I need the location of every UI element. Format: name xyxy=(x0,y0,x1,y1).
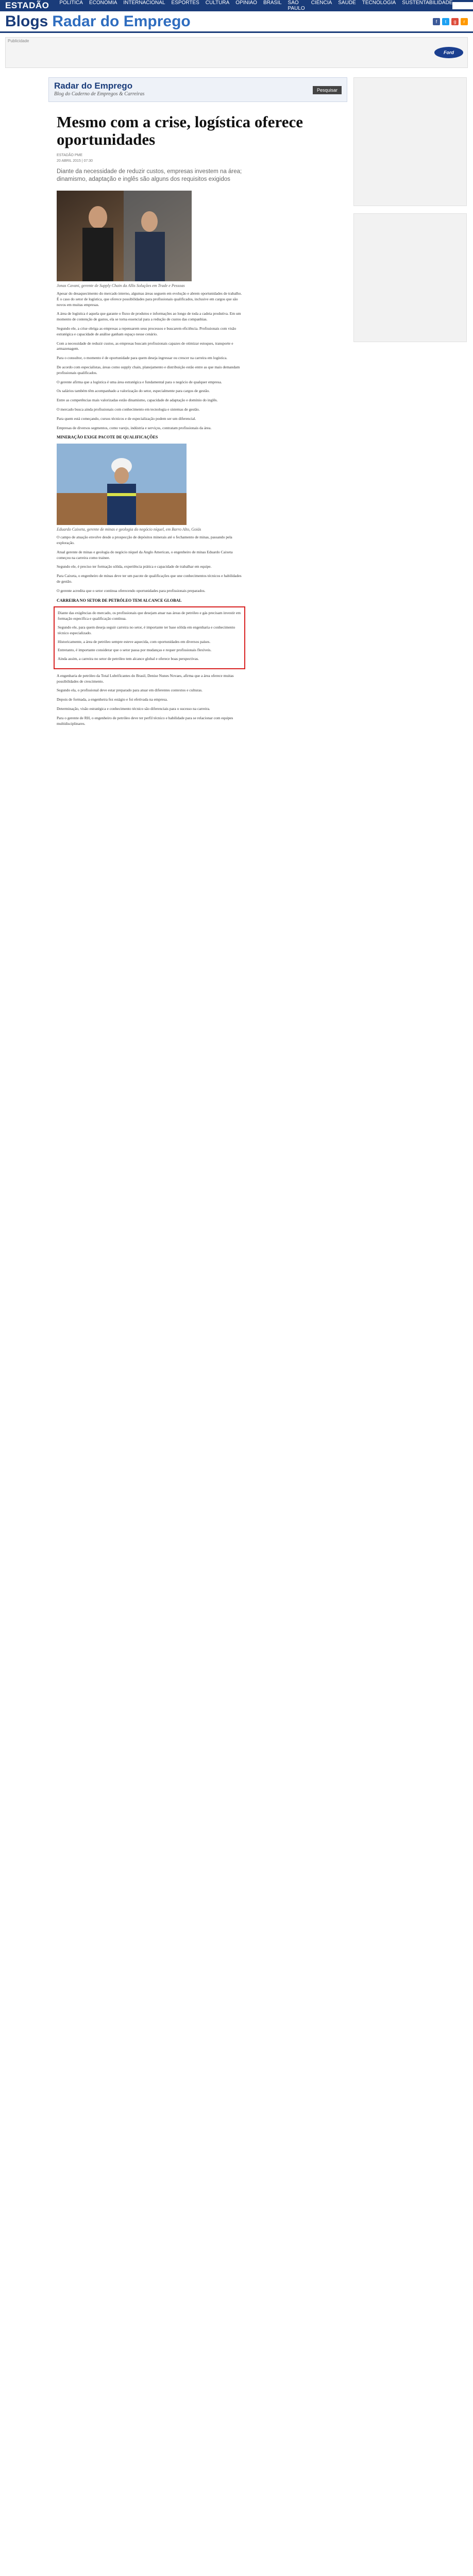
article-photo-1 xyxy=(57,191,192,281)
nav-item[interactable]: INTERNACIONAL xyxy=(123,0,165,6)
paragraph: Os salários também têm acompanhado a valorização do setor, especialmente para cargos de gestão. xyxy=(57,388,210,394)
paragraph: Entretanto, é importante considerar que o setor passa por mudanças e requer profissionais flexíveis. xyxy=(58,648,212,653)
paragraph: Depois de formada, a engenheira fez estágio e foi efetivada na empresa. xyxy=(57,697,168,702)
paragraph: Para Caixeta, o engenheiro de minas deve ter um pacote de qualificações que une conhecimentos técnicos e habilidades de gestão. xyxy=(57,573,242,584)
blogs-label[interactable]: Blogs xyxy=(5,12,48,30)
twitter-icon[interactable]: t xyxy=(442,18,449,25)
photo-caption-2: Eduardo Caixeta, gerente de minas e geologia do negócio níquel, em Barro Alto, Goiás xyxy=(57,527,201,532)
nav-item[interactable]: OPINIÃO xyxy=(235,0,257,6)
paragraph: Entre as competências mais valorizadas estão dinamismo, capacidade de adaptação e domínio do inglês. xyxy=(57,398,218,403)
top-navigation xyxy=(0,0,473,11)
paragraph: O campo de atuação envolve desde a prospecção de depósitos minerais até o fechamento de minas, passando pela exploração. xyxy=(57,535,232,545)
section-heading-oil: CARREIRA NO SETOR DE PETRÓLEO TEM ALCANCE GLOBAL xyxy=(57,598,182,603)
site-logo[interactable]: ESTADÃO xyxy=(5,1,49,10)
article-body xyxy=(57,291,242,440)
blog-header xyxy=(48,77,347,102)
main-nav xyxy=(59,0,452,11)
paragraph: O gerente afirma que a logística é uma área estratégica e fundamental para o negócio de qualquer empresa. xyxy=(57,379,222,384)
paragraph: A engenharia de petróleo da Total Lubrificantes do Brasil, Denise Nunes Novaes, afirma que a área oferece muitas possibilidades de crescimento. xyxy=(57,673,234,684)
nav-item[interactable]: SAÚDE xyxy=(338,0,356,6)
paragraph: Apesar do desaquecimento do mercado interno, algumas áreas seguem em evolução e abrem oportunidades de trabalho. É o caso do setor de logística, que oferece possibilidades para profissionais qualificados, inclusive em cargos que são novos em muitas empresas. xyxy=(57,291,242,307)
paragraph: Diante das exigências do mercado, os profissionais que desejam atuar nas áreas de petróleo e gás precisam investir em formação específica e qualificação contínua. xyxy=(58,611,241,621)
article-title: Mesmo com a crise, logística oferece oportunidades xyxy=(57,113,303,148)
ad-label: Publicidade xyxy=(8,39,29,43)
ford-logo: Ford xyxy=(434,47,463,58)
paragraph: A área de logística é aquela que garante o fluxo de produtos e informações ao longo de toda a cadeia produtiva. Em um momento de contenção de gastos, ela se torna essencial para a redução de custos das companhias. xyxy=(57,311,241,322)
paragraph: Segundo ele, a crise obriga as empresas a repensarem seus processos e buscarem eficiência. Profissionais com visão estratégica e capacidade de análise ganham espaço nesse cenário. xyxy=(57,326,236,336)
nav-item[interactable]: CIÊNCIA xyxy=(311,0,332,6)
blog-banner xyxy=(0,11,473,33)
paragraph: Segundo ele, para quem deseja seguir carreira no setor, é importante ter base sólida em engenharia e conhecimento técnico especializado. xyxy=(58,624,235,635)
paragraph: Para o consultor, o momento é de oportunidade para quem deseja ingressar ou crescer na carreira em logística. xyxy=(57,355,228,361)
byline-author: ESTADÃO PME xyxy=(57,154,83,157)
nav-item[interactable]: BRASIL xyxy=(263,0,282,6)
nav-item[interactable]: ECONOMIA xyxy=(89,0,117,6)
nav-item[interactable]: CULTURA xyxy=(205,0,230,6)
sidebar-widget xyxy=(353,213,467,342)
section-heading-mining: MINERAÇÃO EXIGE PACOTE DE QUALIFICAÇÕES xyxy=(57,435,158,440)
social-icons xyxy=(433,18,468,25)
nav-item[interactable]: ESPORTES xyxy=(171,0,199,6)
advertisement-banner[interactable] xyxy=(5,37,468,68)
google-plus-icon[interactable]: g xyxy=(451,18,459,25)
paragraph: Empresas de diversos segmentos, como varejo, indústria e serviços, contratam profissionais da área. xyxy=(57,425,212,430)
blog-name[interactable]: Radar do Emprego xyxy=(52,12,191,30)
rss-icon[interactable]: r xyxy=(461,18,468,25)
byline-date: 20 ABRIL 2015 | 07:30 xyxy=(57,159,93,163)
nav-item[interactable]: POLÍTICA xyxy=(59,0,83,6)
main-column xyxy=(48,77,347,730)
paragraph: O gerente acredita que o setor continua oferecendo oportunidades para profissionais preparados. xyxy=(57,588,206,593)
blog-subtitle: Blog do Caderno de Empregos & Carreiras xyxy=(54,91,145,97)
paragraph: Para o gerente de RH, o engenheiro de petróleo deve ter perfil técnico e habilidade para se relacionar com equipes multidisciplinares. xyxy=(57,715,233,726)
photo-caption-1: Jonas Cavani, gerente de Supply Chain da Allis Soluções em Trade e Pessoas xyxy=(57,283,185,288)
highlighted-excerpt xyxy=(54,606,245,669)
article-body-2 xyxy=(57,535,242,726)
article-lead: Diante da necessidade de reduzir custos, empresas investem na área; dinamismo, adaptação e inglês são alguns dos requisitos exigidos xyxy=(57,168,242,182)
nav-item[interactable]: SÃO PAULO xyxy=(288,0,305,11)
search-input[interactable] xyxy=(452,2,473,9)
nav-item[interactable]: SUSTENTABILIDADE xyxy=(402,0,453,6)
search-button[interactable]: Pesquisar xyxy=(313,86,342,94)
paragraph: O mercado busca ainda profissionais com conhecimento em tecnologia e sistemas de gestão. xyxy=(57,406,200,412)
paragraph: Com a necessidade de reduzir custos, as empresas buscam profissionais capazes de otimizar estoques, transporte e armazenagem. xyxy=(57,341,233,351)
article-photo-2 xyxy=(57,444,187,525)
paragraph: Para quem está começando, cursos técnicos e de especialização podem ser um diferencial. xyxy=(57,416,196,421)
paragraph: De acordo com especialistas, áreas como supply chain, planejamento e distribuição estão entre as que mais demandam profissionais qualificados. xyxy=(57,364,240,375)
facebook-icon[interactable]: f xyxy=(433,18,440,25)
paragraph: Historicamente, a área de petróleo sempre esteve aquecida, com oportunidades em diversos países. xyxy=(58,639,211,644)
sidebar-ad[interactable] xyxy=(353,77,467,206)
blog-title[interactable]: Radar do Emprego xyxy=(54,81,133,91)
paragraph: Ainda assim, a carreira no setor de petróleo tem alcance global e oferece boas perspectivas. xyxy=(58,656,199,662)
paragraph: Determinação, visão estratégica e conhecimento técnico são diferenciais para o sucesso na carreira. xyxy=(57,706,210,711)
paragraph: Segundo ela, o profissional deve estar preparado para atuar em diferentes contextos e culturas. xyxy=(57,688,203,693)
nav-item[interactable]: TECNOLOGIA xyxy=(362,0,396,6)
paragraph: Segundo ele, é preciso ter formação sólida, experiência prática e capacidade de trabalhar em equipe. xyxy=(57,564,212,569)
paragraph: Atual gerente de minas e geologia do negócio níquel da Anglo American, o engenheiro de minas Eduardo Caixeta começou na carreira como trainee. xyxy=(57,549,233,560)
sidebar xyxy=(353,77,467,349)
